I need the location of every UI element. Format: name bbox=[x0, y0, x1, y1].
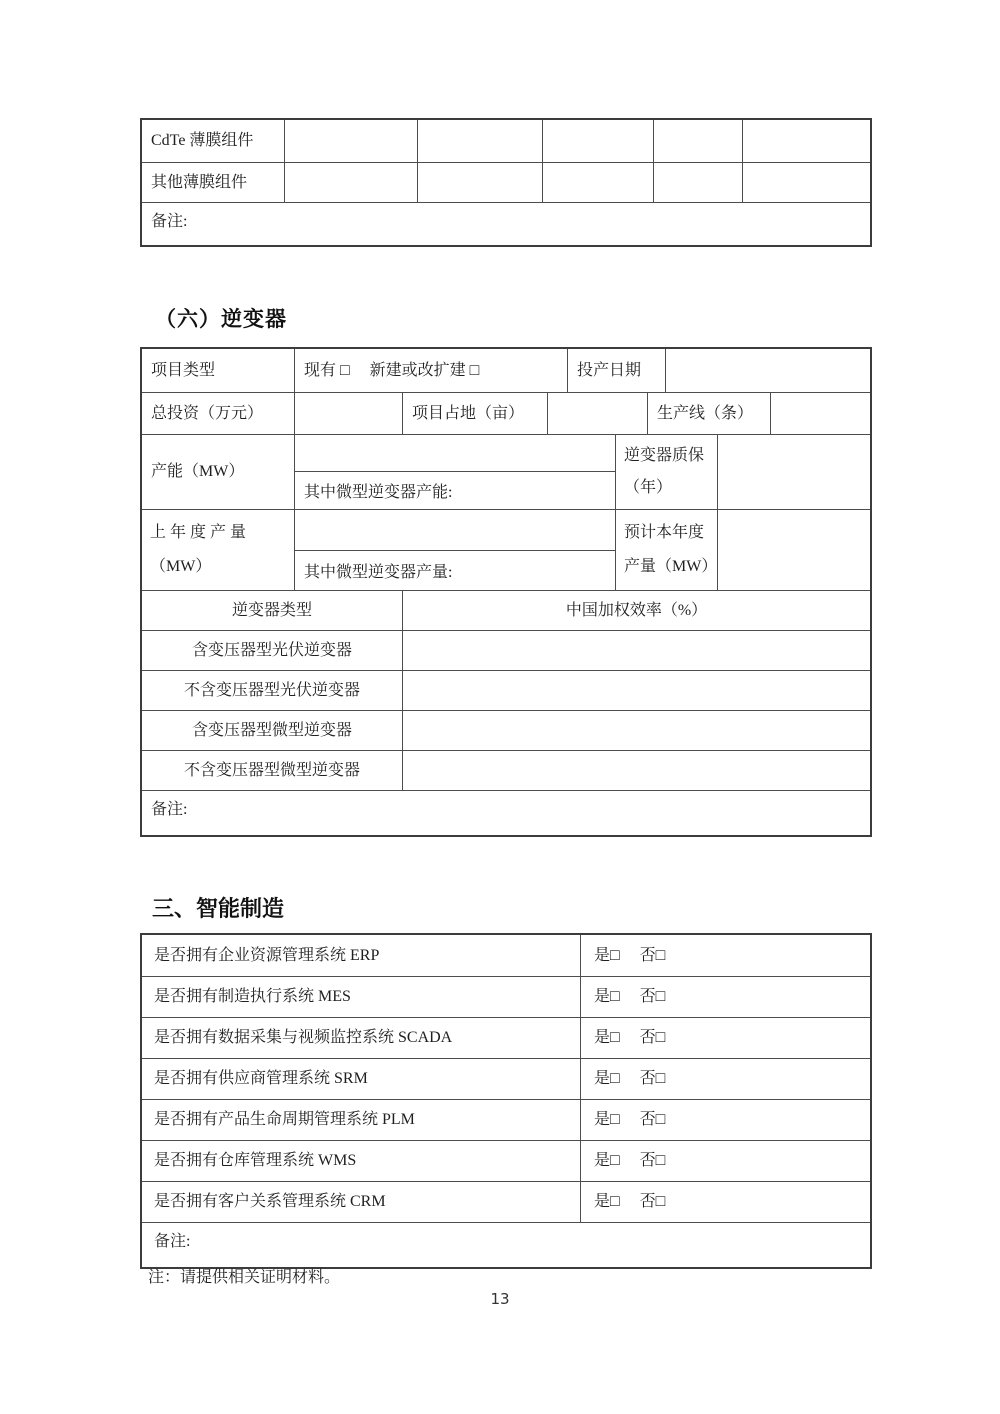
capacity-block-row bbox=[142, 434, 870, 509]
inverter-type-header: 逆变器类型 bbox=[231, 601, 312, 619]
table-row bbox=[142, 790, 870, 835]
yes-no-checkboxes: 是□ 否□ bbox=[580, 977, 870, 1017]
empty-cell bbox=[542, 120, 653, 162]
question-label: 是否拥有制造执行系统 MES bbox=[154, 988, 351, 1005]
remark-label: 备注: bbox=[154, 1233, 191, 1250]
table-row bbox=[142, 1099, 870, 1140]
empty-cell bbox=[284, 120, 417, 162]
empty-cell bbox=[295, 510, 615, 550]
table-row bbox=[142, 630, 870, 670]
table-row bbox=[142, 120, 870, 162]
table-row bbox=[142, 392, 870, 434]
inverter-type-label: 含变压器型光伏逆变器 bbox=[191, 641, 352, 659]
smart-manufacturing-table bbox=[140, 933, 872, 1269]
yes-no-checkboxes: 是□ 否□ bbox=[580, 1100, 870, 1140]
warranty-label-line2: （年） bbox=[624, 478, 673, 496]
inverter-type-label: 不含变压器型光伏逆变器 bbox=[183, 681, 360, 699]
investment-label: 总投资（万元） bbox=[151, 404, 264, 422]
remark-label: 备注: bbox=[151, 213, 188, 230]
table-row bbox=[142, 1058, 870, 1099]
table-row bbox=[142, 750, 870, 790]
yes-no-checkboxes: 是□ 否□ bbox=[580, 1059, 870, 1099]
inverter-type-label: 含变压器型微型逆变器 bbox=[191, 721, 352, 739]
inverter-type-label: 不含变压器型微型逆变器 bbox=[183, 761, 360, 779]
empty-cell bbox=[294, 393, 402, 434]
expected-output-line1: 预计本年度 bbox=[624, 524, 705, 542]
empty-cell bbox=[653, 120, 742, 162]
micro-output-label: 其中微型逆变器产量: bbox=[295, 550, 615, 590]
last-year-output-label bbox=[142, 510, 294, 590]
inverter-table bbox=[140, 347, 872, 837]
question-label: 是否拥有仓库管理系统 WMS bbox=[154, 1152, 357, 1169]
project-type-options: 现有 □ 新建或改扩建 □ bbox=[294, 349, 567, 392]
yes-no-checkboxes: 是□ 否□ bbox=[580, 935, 870, 976]
table-row bbox=[142, 976, 870, 1017]
production-date-label: 投产日期 bbox=[567, 349, 665, 392]
empty-cell bbox=[770, 393, 870, 434]
question-label: 是否拥有供应商管理系统 SRM bbox=[154, 1070, 368, 1087]
empty-cell bbox=[742, 120, 870, 162]
empty-cell bbox=[402, 711, 870, 750]
empty-cell bbox=[542, 163, 653, 202]
yes-no-checkboxes: 是□ 否□ bbox=[580, 1018, 870, 1058]
expected-output-label bbox=[615, 510, 717, 590]
empty-cell bbox=[547, 393, 647, 434]
empty-cell bbox=[295, 435, 615, 471]
table-row bbox=[142, 202, 870, 245]
output-block-row bbox=[142, 509, 870, 590]
table-row bbox=[142, 349, 870, 392]
empty-cell bbox=[665, 349, 870, 392]
table-row bbox=[142, 710, 870, 750]
empty-cell bbox=[417, 163, 542, 202]
empty-cell bbox=[742, 163, 870, 202]
micro-capacity-label: 其中微型逆变器产能: bbox=[295, 471, 615, 509]
table-row bbox=[142, 1140, 870, 1181]
last-year-output-line1: 上 年 度 产 量 bbox=[150, 524, 247, 542]
row-label-cdte: CdTe 薄膜组件 bbox=[151, 132, 254, 149]
yes-no-checkboxes: 是□ 否□ bbox=[580, 1182, 870, 1222]
table-row bbox=[142, 1017, 870, 1058]
footnote: 注：请提供相关证明材料。 bbox=[148, 1269, 341, 1286]
empty-cell bbox=[402, 671, 870, 710]
land-label: 项目占地（亩） bbox=[402, 393, 547, 434]
module-table bbox=[140, 118, 872, 247]
empty-cell bbox=[402, 631, 870, 670]
row-label-other-thinfilm: 其他薄膜组件 bbox=[151, 173, 248, 191]
table-row bbox=[142, 670, 870, 710]
question-label: 是否拥有产品生命周期管理系统 PLM bbox=[154, 1111, 415, 1128]
output-subcolumn bbox=[294, 510, 615, 590]
empty-cell bbox=[402, 751, 870, 790]
empty-cell bbox=[653, 163, 742, 202]
capacity-subcolumn bbox=[294, 435, 615, 509]
table-row bbox=[142, 162, 870, 202]
table-row bbox=[142, 935, 870, 976]
table-row bbox=[142, 1181, 870, 1222]
section-title-inverter: （六）逆变器 bbox=[155, 307, 287, 331]
empty-cell bbox=[717, 435, 870, 509]
empty-cell bbox=[717, 510, 870, 590]
efficiency-header: 中国加权效率（%） bbox=[402, 591, 870, 630]
section-title-smart-manufacturing: 三、智能制造 bbox=[152, 896, 285, 921]
lines-label: 生产线（条） bbox=[647, 393, 770, 434]
question-label: 是否拥有数据采集与视频监控系统 SCADA bbox=[154, 1029, 453, 1046]
question-label: 是否拥有企业资源管理系统 ERP bbox=[154, 946, 380, 964]
table-header-row bbox=[142, 590, 870, 630]
last-year-output-line2: （MW） bbox=[150, 557, 212, 575]
page-number: 13 bbox=[490, 1290, 510, 1308]
question-label: 是否拥有客户关系管理系统 CRM bbox=[154, 1193, 386, 1210]
project-type-label: 项目类型 bbox=[151, 361, 216, 379]
expected-output-line2: 产量（MW） bbox=[624, 557, 717, 575]
remark-label: 备注: bbox=[151, 801, 188, 818]
warranty-label bbox=[615, 435, 717, 509]
warranty-label-line1: 逆变器质保 bbox=[624, 447, 705, 465]
table-row bbox=[142, 1222, 870, 1267]
empty-cell bbox=[284, 163, 417, 202]
empty-cell bbox=[417, 120, 542, 162]
yes-no-checkboxes: 是□ 否□ bbox=[580, 1141, 870, 1181]
capacity-label: 产能（MW） bbox=[151, 463, 245, 480]
